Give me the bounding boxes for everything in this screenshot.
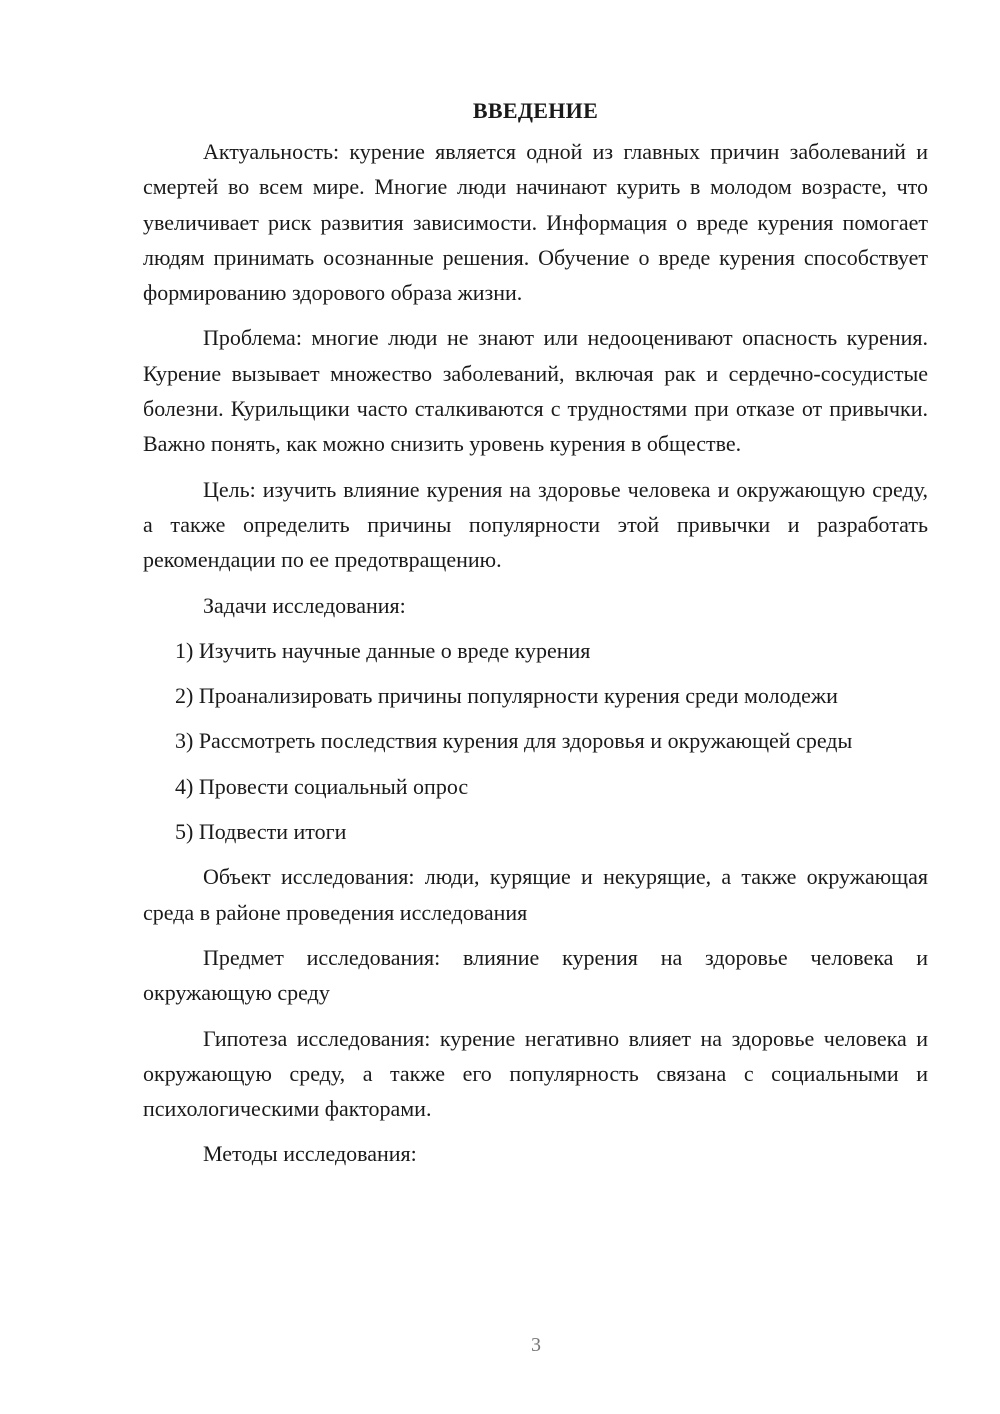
task-item: 5) Подвести итоги <box>175 819 347 845</box>
page-number: 3 <box>531 1334 541 1356</box>
problem-paragraph: Проблема: многие люди не знают или недооценивают опасность курения. Курение вызывает множество заболеваний, включая рак и сердечно-сосудистые болезни. Курильщики часто сталкиваются с трудностями при отказе от привычки. Важно понять, как можно снизить уровень курения в обществе. <box>143 325 928 457</box>
task-item: 3) Рассмотреть последствия курения для здоровья и окружающей среды <box>175 728 853 754</box>
goal-paragraph: Цель: изучить влияние курения на здоровье человека и окружающую среду, а также определить причины популярности этой привычки и разработать рекомендации по ее предотвращению. <box>143 476 928 573</box>
tasks-list <box>143 633 928 849</box>
relevance-paragraph: Актуальность: курение является одной из главных причин заболеваний и смертей во всем мире. Многие люди начинают курить в молодом возрасте, что увеличивает риск развития зависимости. Информация о вреде курения помогает людям принимать осознанные решения. Обучение о вреде курения способствует формированию здорового образа жизни. <box>143 139 928 306</box>
task-item: 4) Провести социальный опрос <box>175 773 469 799</box>
task-item: 2) Проанализировать причины популярности курения среди молодежи <box>175 683 838 709</box>
tasks-heading: Задачи исследования: <box>203 592 406 618</box>
hypothesis-paragraph: Гипотеза исследования: курение негативно влияет на здоровье человека и окружающую среду, а также его популярность связана с социальными и психологическими факторами. <box>143 1025 928 1122</box>
document-page <box>143 96 928 1182</box>
section-title: ВВЕДЕНИЕ <box>472 98 599 123</box>
subject-paragraph: Предмет исследования: влияние курения на здоровье человека и окружающую среду <box>143 944 928 1006</box>
object-paragraph: Объект исследования: люди, курящие и некурящие, а также окружающая среда в районе проведения исследования <box>143 864 928 925</box>
methods-heading: Методы исследования: <box>203 1141 417 1167</box>
task-item: 1) Изучить научные данные о вреде курения <box>175 637 591 663</box>
